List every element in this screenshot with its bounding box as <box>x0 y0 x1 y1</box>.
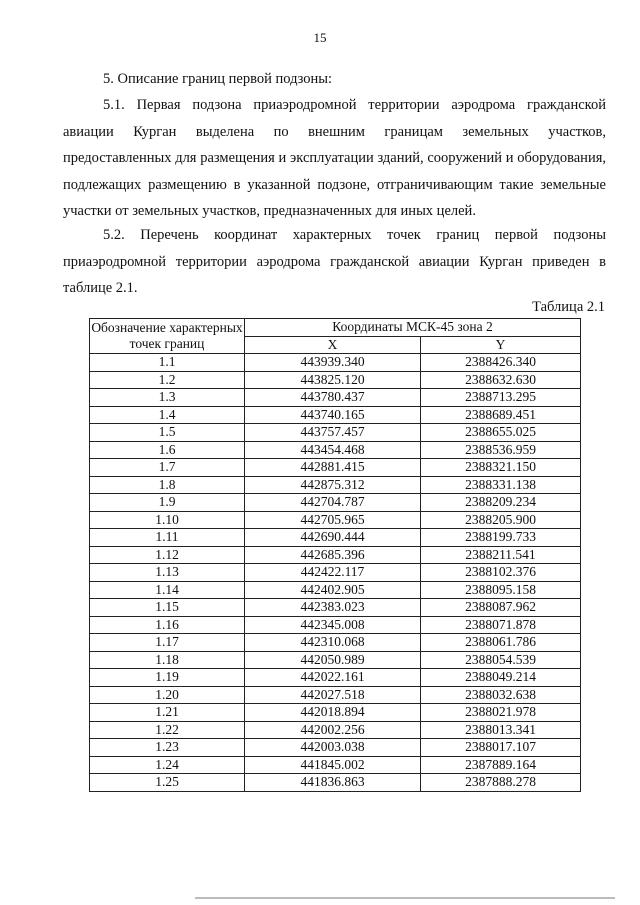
y-coordinate-cell: 2388655.025 <box>421 424 581 442</box>
y-coordinate-cell: 2388102.376 <box>421 564 581 582</box>
table-row <box>90 581 581 599</box>
header-coordinates: Координаты МСК-45 зона 2 <box>245 319 581 337</box>
table-row <box>90 721 581 739</box>
x-coordinate-cell: 442018.894 <box>245 704 421 722</box>
table-row <box>90 389 581 407</box>
x-coordinate-cell: 443825.120 <box>245 371 421 389</box>
point-id-cell: 1.5 <box>90 424 245 442</box>
point-id-cell: 1.17 <box>90 634 245 652</box>
y-coordinate-cell: 2388426.340 <box>421 354 581 372</box>
x-coordinate-cell: 442875.312 <box>245 476 421 494</box>
point-id-cell: 1.22 <box>90 721 245 739</box>
x-coordinate-cell: 442310.068 <box>245 634 421 652</box>
y-coordinate-cell: 2388021.978 <box>421 704 581 722</box>
table-row <box>90 704 581 722</box>
point-id-cell: 1.8 <box>90 476 245 494</box>
y-coordinate-cell: 2388087.962 <box>421 599 581 617</box>
x-coordinate-cell: 442345.008 <box>245 616 421 634</box>
x-coordinate-cell: 443939.340 <box>245 354 421 372</box>
y-coordinate-cell: 2388205.900 <box>421 511 581 529</box>
point-id-cell: 1.1 <box>90 354 245 372</box>
point-id-cell: 1.9 <box>90 494 245 512</box>
x-coordinate-cell: 443757.457 <box>245 424 421 442</box>
paragraph-5-1 <box>63 92 606 225</box>
point-id-cell: 1.25 <box>90 774 245 792</box>
y-coordinate-cell: 2388211.541 <box>421 546 581 564</box>
point-id-cell: 1.3 <box>90 389 245 407</box>
y-coordinate-cell: 2388013.341 <box>421 721 581 739</box>
header-y: Y <box>421 336 581 354</box>
table-row <box>90 564 581 582</box>
y-coordinate-cell: 2388632.630 <box>421 371 581 389</box>
table-row <box>90 494 581 512</box>
point-id-cell: 1.20 <box>90 686 245 704</box>
y-coordinate-cell: 2388199.733 <box>421 529 581 547</box>
header-x: X <box>245 336 421 354</box>
point-id-cell: 1.16 <box>90 616 245 634</box>
x-coordinate-cell: 442422.117 <box>245 564 421 582</box>
point-id-cell: 1.13 <box>90 564 245 582</box>
table-row <box>90 441 581 459</box>
point-id-cell: 1.14 <box>90 581 245 599</box>
point-id-cell: 1.12 <box>90 546 245 564</box>
section-heading-text: 5. Описание границ первой подзоны: <box>103 71 333 87</box>
table-row <box>90 774 581 792</box>
table-row <box>90 616 581 634</box>
table-caption: Таблица 2.1 <box>532 299 605 315</box>
table-row <box>90 511 581 529</box>
x-coordinate-cell: 442704.787 <box>245 494 421 512</box>
x-coordinate-cell: 441836.863 <box>245 774 421 792</box>
y-coordinate-cell: 2388209.234 <box>421 494 581 512</box>
point-id-cell: 1.18 <box>90 651 245 669</box>
x-coordinate-cell: 442881.415 <box>245 459 421 477</box>
scan-edge-line <box>195 897 615 899</box>
y-coordinate-cell: 2388331.138 <box>421 476 581 494</box>
x-coordinate-cell: 441845.002 <box>245 756 421 774</box>
y-coordinate-cell: 2388321.150 <box>421 459 581 477</box>
point-id-cell: 1.6 <box>90 441 245 459</box>
section-heading <box>63 66 606 93</box>
y-coordinate-cell: 2388071.878 <box>421 616 581 634</box>
table-row <box>90 459 581 477</box>
paragraph-5-1-text: 5.1. Первая подзона приаэродромной территории аэродрома гражданской авиации Курган выделена по внешним границам земельных участков, предоставленных для размещения и эксплуатации зданий, сооружений и оборудования, подлежащих размещению в указанной подзоне, отграничивающим такие земельные участки от земельных участков, предназначенных для иных целей. <box>63 97 606 220</box>
point-id-cell: 1.10 <box>90 511 245 529</box>
table-row <box>90 371 581 389</box>
y-coordinate-cell: 2388054.539 <box>421 651 581 669</box>
table-row <box>90 546 581 564</box>
point-id-cell: 1.21 <box>90 704 245 722</box>
table-row <box>90 651 581 669</box>
table-row <box>90 424 581 442</box>
y-coordinate-cell: 2388689.451 <box>421 406 581 424</box>
y-coordinate-cell: 2388061.786 <box>421 634 581 652</box>
paragraph-5-2-text: 5.2. Перечень координат характерных точек границ первой подзоны приаэродромной территории аэродрома гражданской авиации Курган приведен в таблице 2.1. <box>63 227 606 297</box>
table-row <box>90 756 581 774</box>
table-row <box>90 686 581 704</box>
x-coordinate-cell: 442027.518 <box>245 686 421 704</box>
y-coordinate-cell: 2388032.638 <box>421 686 581 704</box>
point-id-cell: 1.11 <box>90 529 245 547</box>
point-id-cell: 1.23 <box>90 739 245 757</box>
table-row <box>90 354 581 372</box>
x-coordinate-cell: 442002.256 <box>245 721 421 739</box>
x-coordinate-cell: 442705.965 <box>245 511 421 529</box>
x-coordinate-cell: 442050.989 <box>245 651 421 669</box>
point-id-cell: 1.15 <box>90 599 245 617</box>
table-row <box>90 669 581 687</box>
x-coordinate-cell: 442003.038 <box>245 739 421 757</box>
paragraph-5-2 <box>63 222 606 302</box>
x-coordinate-cell: 443454.468 <box>245 441 421 459</box>
x-coordinate-cell: 442690.444 <box>245 529 421 547</box>
x-coordinate-cell: 442685.396 <box>245 546 421 564</box>
page-number: 15 <box>313 30 327 45</box>
x-coordinate-cell: 443780.437 <box>245 389 421 407</box>
table-body <box>90 354 581 792</box>
point-id-cell: 1.19 <box>90 669 245 687</box>
y-coordinate-cell: 2387888.278 <box>421 774 581 792</box>
y-coordinate-cell: 2388095.158 <box>421 581 581 599</box>
table-row <box>90 739 581 757</box>
table-row <box>90 529 581 547</box>
y-coordinate-cell: 2388536.959 <box>421 441 581 459</box>
point-id-cell: 1.2 <box>90 371 245 389</box>
coordinates-table <box>89 318 581 792</box>
table-row <box>90 599 581 617</box>
y-coordinate-cell: 2388049.214 <box>421 669 581 687</box>
x-coordinate-cell: 442402.905 <box>245 581 421 599</box>
point-id-cell: 1.7 <box>90 459 245 477</box>
y-coordinate-cell: 2387889.164 <box>421 756 581 774</box>
table-row <box>90 406 581 424</box>
table-row <box>90 634 581 652</box>
table-row <box>90 476 581 494</box>
point-id-cell: 1.4 <box>90 406 245 424</box>
x-coordinate-cell: 442022.161 <box>245 669 421 687</box>
header-designation: Обозначение характерных точек границ <box>90 319 245 354</box>
point-id-cell: 1.24 <box>90 756 245 774</box>
y-coordinate-cell: 2388713.295 <box>421 389 581 407</box>
y-coordinate-cell: 2388017.107 <box>421 739 581 757</box>
x-coordinate-cell: 442383.023 <box>245 599 421 617</box>
x-coordinate-cell: 443740.165 <box>245 406 421 424</box>
